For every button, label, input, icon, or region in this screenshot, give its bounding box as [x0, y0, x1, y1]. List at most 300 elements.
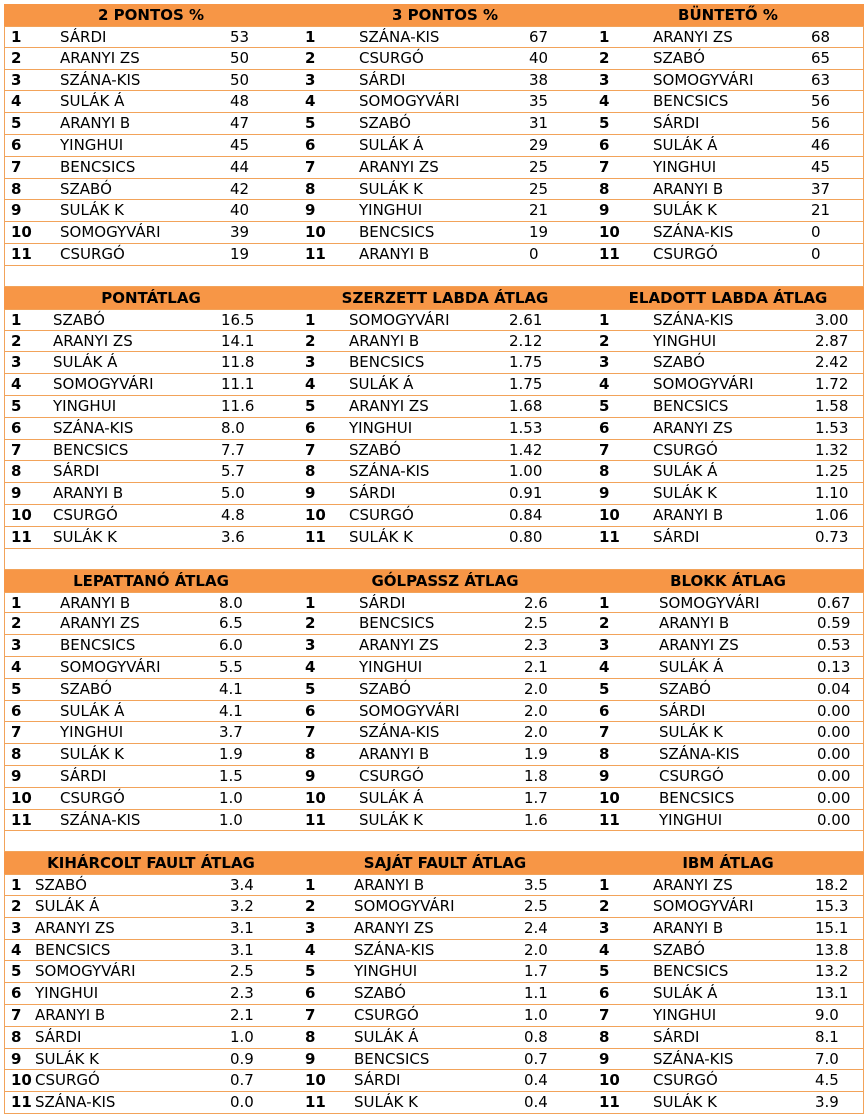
stat-value: 19 [529, 223, 549, 242]
ranking-cell [299, 657, 593, 678]
ranking-cell [5, 961, 299, 982]
table-row [4, 592, 864, 614]
player-name: SZÁNA-KIS [53, 418, 134, 437]
rank-number: 6 [305, 984, 316, 1003]
table-row [4, 200, 864, 222]
stat-value: 56 [811, 114, 831, 133]
stat-value: 1.8 [524, 766, 548, 785]
player-name: CSURGÓ [653, 1071, 718, 1090]
rank-number: 5 [11, 114, 22, 133]
ranking-cell [5, 875, 299, 895]
rank-number: 2 [599, 48, 610, 67]
stat-value: 1.00 [509, 462, 543, 481]
rank-number: 9 [599, 766, 610, 785]
player-name: CSURGÓ [349, 505, 414, 524]
rank-number: 3 [599, 918, 610, 937]
player-name: SULÁK Á [354, 1027, 419, 1046]
stat-value: 39 [230, 223, 250, 242]
rank-number: 4 [11, 375, 22, 394]
stat-value: 0.00 [817, 788, 851, 807]
rank-number: 10 [599, 223, 620, 242]
stat-value: 44 [230, 157, 250, 176]
player-name: SULÁK Á [359, 788, 424, 807]
stat-value: 3.1 [230, 918, 254, 937]
stat-value: 2.3 [524, 636, 548, 655]
ranking-cell [299, 593, 593, 613]
stat-title: PONTÁTLAG [101, 288, 201, 307]
stat-title: BLOKK ÁTLAG [670, 571, 786, 590]
stat-value: 2.87 [815, 331, 849, 350]
stat-value: 0.9 [230, 1049, 254, 1068]
rank-number: 8 [305, 1027, 316, 1046]
rank-number: 5 [11, 396, 22, 415]
rank-number: 4 [11, 657, 22, 676]
ranking-cell [299, 352, 593, 373]
ranking-cell [593, 1027, 865, 1048]
rank-number: 6 [11, 418, 22, 437]
player-name: CSURGÓ [659, 766, 724, 785]
player-name: SZABÓ [653, 48, 705, 67]
player-name: ARANYI ZS [35, 918, 115, 937]
ranking-cell [299, 27, 593, 47]
ranking-cell [299, 91, 593, 112]
ranking-cell [299, 679, 593, 700]
stat-value: 3.4 [230, 876, 254, 895]
player-name: SULÁK Á [653, 984, 718, 1003]
player-name: YINGHUI [60, 135, 124, 154]
rank-number: 3 [305, 918, 316, 937]
stat-block-header [4, 4, 864, 26]
rank-number: 4 [305, 375, 316, 394]
rank-number: 4 [11, 940, 22, 959]
player-name: SZÁNA-KIS [659, 745, 740, 764]
stat-title: IBM ÁTLAG [682, 854, 774, 873]
ranking-cell [5, 940, 299, 961]
player-name: BENCSICS [35, 940, 111, 959]
ranking-cell [5, 179, 299, 200]
ranking-cell [299, 222, 593, 243]
table-row [4, 91, 864, 113]
player-name: YINGHUI [359, 657, 423, 676]
rank-number: 7 [599, 440, 610, 459]
player-name: CSURGÓ [653, 244, 718, 263]
rank-number: 10 [305, 788, 326, 807]
rank-number: 1 [11, 593, 22, 612]
stat-title: BÜNTETŐ % [678, 6, 778, 24]
ranking-cell [299, 961, 593, 982]
rank-number: 10 [599, 788, 620, 807]
rank-number: 6 [599, 135, 610, 154]
rank-number: 1 [11, 310, 22, 329]
rank-number: 9 [305, 1049, 316, 1068]
player-name: SOMOGYVÁRI [60, 657, 161, 676]
player-name: SULÁK Á [653, 135, 718, 154]
rank-number: 8 [11, 745, 22, 764]
player-name: SULÁK K [35, 1049, 99, 1068]
ranking-cell [593, 722, 865, 743]
stat-value: 0.67 [817, 593, 851, 612]
player-name: YINGHUI [653, 1006, 717, 1025]
rank-number: 8 [599, 179, 610, 198]
stat-value: 4.5 [815, 1071, 839, 1090]
rank-number: 3 [11, 918, 22, 937]
player-name: ARANYI B [653, 179, 724, 198]
player-name: ARANYI B [60, 114, 131, 133]
stat-title: KIHÁRCOLT FAULT ÁTLAG [47, 854, 255, 873]
rank-number: 9 [305, 766, 316, 785]
ranking-cell [593, 613, 865, 634]
stat-value: 0.80 [509, 527, 543, 546]
stat-value: 47 [230, 114, 250, 133]
table-row [4, 1070, 864, 1092]
ranking-cell [593, 896, 865, 917]
stat-value: 2.3 [230, 984, 254, 1003]
rank-number: 3 [599, 636, 610, 655]
ranking-cell [5, 679, 299, 700]
ranking-cell [5, 635, 299, 656]
ranking-cell [593, 113, 865, 134]
table-row [4, 179, 864, 201]
ranking-cell [299, 744, 593, 765]
stat-value: 0.0 [230, 1093, 254, 1112]
ranking-cell [299, 483, 593, 504]
rank-number: 2 [11, 331, 22, 350]
table-row [4, 722, 864, 744]
table-row [4, 1005, 864, 1027]
stat-value: 8.0 [219, 593, 243, 612]
stat-value: 1.42 [509, 440, 543, 459]
stat-value: 11.6 [221, 396, 255, 415]
player-name: CSURGÓ [653, 440, 718, 459]
player-name: SÁRDI [359, 70, 406, 89]
stat-value: 8.0 [221, 418, 245, 437]
ranking-cell [5, 418, 299, 439]
rank-number: 2 [11, 48, 22, 67]
table-row [4, 635, 864, 657]
rank-number: 4 [599, 657, 610, 676]
ranking-cell [5, 593, 299, 613]
rank-number: 8 [599, 462, 610, 481]
table-row [4, 135, 864, 157]
rank-number: 6 [11, 984, 22, 1003]
table-row [4, 1092, 864, 1114]
table-row [4, 766, 864, 788]
stat-value: 0.00 [817, 723, 851, 742]
rank-number: 1 [305, 310, 316, 329]
player-name: SZABÓ [349, 440, 401, 459]
table-row [4, 331, 864, 353]
stat-value: 37 [811, 179, 831, 198]
rank-number: 11 [305, 1093, 326, 1112]
stat-value: 3.1 [230, 940, 254, 959]
player-name: YINGHUI [354, 962, 418, 981]
ranking-cell [593, 157, 865, 178]
ranking-cell [593, 1005, 865, 1026]
stat-value: 15.3 [815, 897, 849, 916]
ranking-cell [299, 70, 593, 91]
player-name: CSURGÓ [53, 505, 118, 524]
player-name: SZÁNA-KIS [349, 462, 430, 481]
player-name: ARANYI ZS [653, 418, 733, 437]
stat-value: 3.9 [815, 1093, 839, 1112]
player-name: SZÁNA-KIS [60, 810, 141, 829]
table-row [4, 874, 864, 896]
stat-block [4, 4, 864, 266]
stat-value: 1.75 [509, 353, 543, 372]
ranking-cell [299, 722, 593, 743]
ranking-cell [5, 91, 299, 112]
ranking-cell [593, 593, 865, 613]
stat-value: 2.0 [524, 723, 548, 742]
block-spacer [4, 549, 864, 570]
rank-number: 7 [11, 440, 22, 459]
ranking-cell [5, 461, 299, 482]
rank-number: 6 [11, 135, 22, 154]
stat-value: 42 [230, 179, 250, 198]
rank-number: 5 [599, 114, 610, 133]
player-name: ARANYI B [35, 1006, 106, 1025]
rank-number: 10 [11, 788, 32, 807]
player-name: SZABÓ [659, 679, 711, 698]
ranking-cell [5, 396, 299, 417]
stat-value: 0.91 [509, 484, 543, 503]
stat-value: 2.12 [509, 331, 543, 350]
rank-number: 10 [305, 223, 326, 242]
stat-value: 3.6 [221, 527, 245, 546]
rank-number: 1 [11, 876, 22, 895]
player-name: ARANYI ZS [60, 48, 140, 67]
ranking-cell [5, 1092, 299, 1113]
player-name: ARANYI B [53, 484, 124, 503]
player-name: SULÁK Á [35, 897, 100, 916]
stat-block-header [4, 852, 864, 874]
ranking-cell [593, 1049, 865, 1070]
stat-value: 4.1 [219, 701, 243, 720]
ranking-cell [593, 657, 865, 678]
ranking-cell [593, 244, 865, 265]
player-name: SULÁK K [359, 810, 423, 829]
player-name: SOMOGYVÁRI [653, 375, 754, 394]
ranking-cell [593, 701, 865, 722]
player-name: ARANYI ZS [653, 28, 733, 46]
stat-value: 2.6 [524, 593, 548, 612]
player-name: BENCSICS [359, 614, 435, 633]
rank-number: 3 [305, 353, 316, 372]
rank-number: 1 [599, 593, 610, 612]
ranking-cell [5, 657, 299, 678]
stat-value: 0.8 [524, 1027, 548, 1046]
rank-number: 9 [11, 201, 22, 220]
player-name: SOMOGYVÁRI [653, 70, 754, 89]
ranking-cell [593, 48, 865, 69]
table-row [4, 657, 864, 679]
stat-title: SAJÁT FAULT ÁTLAG [363, 854, 527, 873]
stat-value: 40 [529, 48, 549, 67]
stat-value: 1.58 [815, 396, 849, 415]
player-name: SOMOGYVÁRI [653, 897, 754, 916]
ranking-cell [593, 70, 865, 91]
ranking-cell [5, 766, 299, 787]
stat-value: 0.00 [817, 745, 851, 764]
stat-value: 1.6 [524, 810, 548, 829]
rank-number: 4 [599, 375, 610, 394]
stat-value: 25 [529, 157, 549, 176]
ranking-cell [5, 244, 299, 265]
player-name: SÁRDI [349, 484, 396, 503]
rank-number: 3 [11, 70, 22, 89]
player-name: BENCSICS [349, 353, 425, 372]
stat-value: 48 [230, 92, 250, 111]
table-row [4, 483, 864, 505]
stat-value: 1.25 [815, 462, 849, 481]
ranking-cell [299, 1070, 593, 1091]
player-name: SULÁK K [60, 201, 124, 220]
stat-value: 1.72 [815, 375, 849, 394]
ranking-cell [5, 701, 299, 722]
stat-block [4, 852, 864, 1114]
rank-number: 2 [599, 897, 610, 916]
player-name: SULÁK K [53, 527, 117, 546]
player-name: ARANYI ZS [659, 636, 739, 655]
rank-number: 2 [305, 614, 316, 633]
ranking-cell [5, 1070, 299, 1091]
table-row [4, 613, 864, 635]
ranking-cell [593, 505, 865, 526]
ranking-cell [593, 810, 865, 831]
stat-value: 40 [230, 201, 250, 220]
ranking-cell [299, 766, 593, 787]
ranking-cell [299, 418, 593, 439]
player-name: SULÁK K [354, 1093, 418, 1112]
player-name: ARANYI B [60, 593, 131, 612]
player-name: SZABÓ [35, 876, 87, 895]
stat-title: 3 PONTOS % [392, 6, 498, 24]
stat-value: 2.0 [524, 701, 548, 720]
ranking-cell [5, 113, 299, 134]
rank-number: 2 [11, 614, 22, 633]
stat-value: 45 [811, 157, 831, 176]
player-name: YINGHUI [35, 984, 99, 1003]
ranking-cell [5, 613, 299, 634]
stat-value: 8.1 [815, 1027, 839, 1046]
player-name: SULÁK Á [349, 375, 414, 394]
player-name: YINGHUI [653, 331, 717, 350]
rank-number: 11 [305, 244, 326, 263]
stat-value: 2.61 [509, 310, 543, 329]
rank-number: 8 [599, 1027, 610, 1046]
table-row [4, 896, 864, 918]
ranking-cell [5, 1005, 299, 1026]
player-name: BENCSICS [354, 1049, 430, 1068]
player-name: SULÁK Á [60, 701, 125, 720]
player-name: SÁRDI [659, 701, 706, 720]
rank-number: 9 [305, 484, 316, 503]
player-name: SZABÓ [359, 114, 411, 133]
rank-number: 6 [305, 701, 316, 720]
ranking-cell [593, 396, 865, 417]
rank-number: 8 [305, 462, 316, 481]
ranking-cell [299, 788, 593, 809]
stat-value: 0 [529, 244, 539, 263]
ranking-cell [5, 1027, 299, 1048]
ranking-cell [299, 1027, 593, 1048]
stat-value: 53 [230, 28, 250, 46]
rank-number: 3 [599, 353, 610, 372]
ranking-cell [299, 875, 593, 895]
ranking-cell [593, 483, 865, 504]
rank-number: 11 [599, 527, 620, 546]
stat-value: 19 [230, 244, 250, 263]
stat-title: GÓLPASSZ ÁTLAG [371, 571, 519, 590]
player-name: CSURGÓ [35, 1071, 100, 1090]
stat-value: 11.8 [221, 353, 255, 372]
player-name: BENCSICS [659, 788, 735, 807]
rank-number: 7 [305, 723, 316, 742]
ranking-cell [593, 983, 865, 1004]
rank-number: 8 [11, 179, 22, 198]
ranking-cell [299, 310, 593, 330]
rank-number: 10 [305, 505, 326, 524]
stat-value: 0.84 [509, 505, 543, 524]
ranking-cell [299, 505, 593, 526]
table-row [4, 113, 864, 135]
table-row [4, 1049, 864, 1071]
table-row [4, 48, 864, 70]
ranking-cell [593, 940, 865, 961]
rank-number: 3 [11, 353, 22, 372]
player-name: ARANYI B [659, 614, 730, 633]
player-name: SZABÓ [354, 984, 406, 1003]
player-name: SZÁNA-KIS [359, 723, 440, 742]
stat-value: 2.4 [524, 918, 548, 937]
stat-value: 2.0 [524, 940, 548, 959]
ranking-cell [299, 1005, 593, 1026]
rank-number: 7 [11, 157, 22, 176]
stat-value: 4.1 [219, 679, 243, 698]
player-name: ARANYI B [359, 745, 430, 764]
ranking-cell [5, 722, 299, 743]
player-name: YINGHUI [653, 157, 717, 176]
player-name: BENCSICS [653, 962, 729, 981]
player-name: YINGHUI [359, 201, 423, 220]
ranking-cell [593, 374, 865, 395]
ranking-cell [299, 810, 593, 831]
stat-value: 0.00 [817, 701, 851, 720]
rank-number: 11 [599, 810, 620, 829]
stat-value: 13.8 [815, 940, 849, 959]
stat-value: 1.53 [509, 418, 543, 437]
player-name: SÁRDI [653, 1027, 700, 1046]
ranking-cell [299, 635, 593, 656]
rank-number: 2 [599, 331, 610, 350]
ranking-cell [593, 1092, 865, 1113]
stat-value: 11.1 [221, 375, 255, 394]
stat-value: 1.32 [815, 440, 849, 459]
player-name: SULÁK K [653, 1093, 717, 1112]
ranking-cell [299, 200, 593, 221]
table-row [4, 983, 864, 1005]
stat-value: 2.5 [524, 614, 548, 633]
player-name: SÁRDI [60, 766, 107, 785]
table-row [4, 679, 864, 701]
player-name: SÁRDI [354, 1071, 401, 1090]
player-name: BENCSICS [53, 440, 129, 459]
ranking-cell [593, 331, 865, 352]
rank-number: 5 [599, 679, 610, 698]
stat-value: 6.0 [219, 636, 243, 655]
stat-value: 6.5 [219, 614, 243, 633]
rank-number: 7 [305, 157, 316, 176]
